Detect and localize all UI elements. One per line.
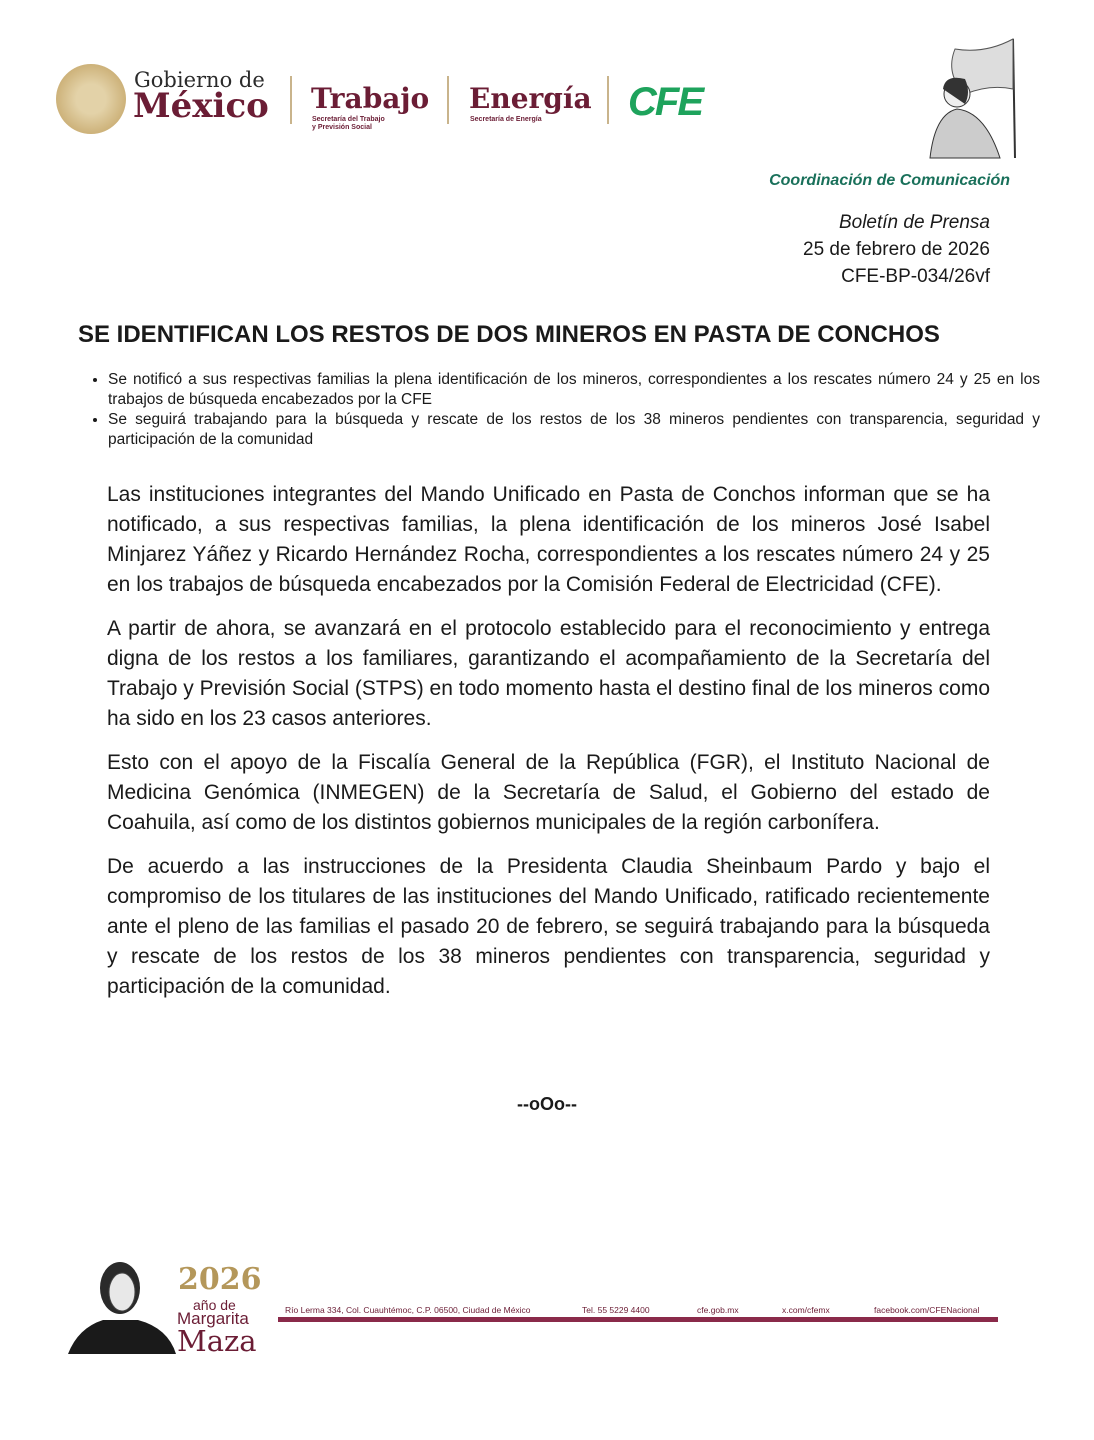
footer-rule (278, 1317, 998, 1322)
mexico-coat-of-arms-seal (56, 64, 126, 134)
bulletin-meta (803, 209, 990, 290)
footer-website[interactable]: cfe.gob.mx (697, 1305, 739, 1315)
paragraph: A partir de ahora, se avanzará en el protocolo establecido para el reconocimiento y entrega digna de los restos a los familiares, garantizando el acompañamiento de la Secretaría del Trabajo y Previsión Social (STPS) en todo momento hasta el destino final de los mineros como ha sido en los 23 casos anteriores. (107, 617, 990, 730)
bulletin-type: Boletín de Prensa (838, 212, 990, 233)
footer-facebook[interactable]: facebook.com/CFENacional (874, 1305, 980, 1315)
trabajo-sub: Secretaría del Trabajo y Previsión Social (312, 116, 385, 131)
footer-x[interactable]: x.com/cfemx (782, 1305, 830, 1315)
gobierno-logo-line2: México (133, 86, 269, 126)
footer-phone: Tel. 55 5229 4400 (582, 1305, 650, 1315)
coordination-label: Coordinación de Comunicación (769, 172, 1010, 189)
woman-with-flag-illustration (905, 34, 1025, 159)
paragraph: De acuerdo a las instrucciones de la Presidenta Claudia Sheinbaum Pardo y bajo el compromiso de los titulares de las instituciones del Mando Unificado, ratificado recientemente ante el pleno de las familias el pasado 20 de febrero, se seguirá trabajando para la búsqueda y rescate de los restos de los 38 mineros pendientes con transparencia, seguridad y participación de la comunidad. (107, 855, 990, 998)
paragraph: Esto con el apoyo de la Fiscalía General de la República (FGR), el Instituto Nacional de Medicina Genómica (INMEGEN) de la Secretaría de Salud, el Gobierno del estado de Coahuila, así como de los distintos gobiernos municipales de la región carbonífera. (107, 751, 990, 834)
divider (607, 76, 609, 124)
bullet-item: • Se seguirá trabajando para la búsqueda y rescate de los restos de los 38 mineros pendientes con transparencia, seguridad y participación de la comunidad (108, 410, 1040, 450)
gobierno-logo-line1: Gobierno de (134, 68, 265, 92)
cfe-logo: CFE (628, 80, 702, 124)
year-logo: 2026 (178, 1262, 262, 1297)
margarita: Margarita (177, 1309, 249, 1328)
energia-sub: Secretaría de Energía (470, 116, 542, 123)
bulletin-code: CFE-BP-034/26vf (841, 266, 990, 287)
document-title: SE IDENTIFICAN LOS RESTOS DE DOS MINEROS EN PASTA DE CONCHOS (78, 321, 940, 348)
footer-address: Río Lerma 334, Col. Cuauhtémoc, C.P. 06500, Ciudad de México (285, 1305, 531, 1315)
maza: Maza (177, 1324, 257, 1358)
ano-de: año de (193, 1297, 236, 1313)
divider (290, 76, 292, 124)
divider (447, 76, 449, 124)
bulletin-date: 25 de febrero de 2026 (803, 239, 990, 260)
summary-bullets (70, 370, 1040, 450)
energia-logo: Energía (469, 82, 592, 115)
margarita-maza-portrait (68, 1258, 176, 1354)
document-body (107, 480, 990, 1016)
trabajo-logo: Trabajo (311, 82, 430, 115)
bullet-item: • Se notificó a sus respectivas familias la plena identificación de los mineros, correspondientes a los rescates número 24 y 25 en los trabajos de búsqueda encabezados por la CFE (108, 370, 1040, 410)
closing-mark: --oOo-- (517, 1094, 577, 1114)
paragraph: Las instituciones integrantes del Mando Unificado en Pasta de Conchos informan que se ha notificado, a sus respectivas familias, la plena identificación de los mineros José Isabel Minjarez Yáñez y Ricardo Hernández Rocha, correspondientes a los rescates número 24 y 25 en los trabajos de búsqueda encabezados por la Comisión Federal de Electricidad (CFE). (107, 483, 990, 596)
